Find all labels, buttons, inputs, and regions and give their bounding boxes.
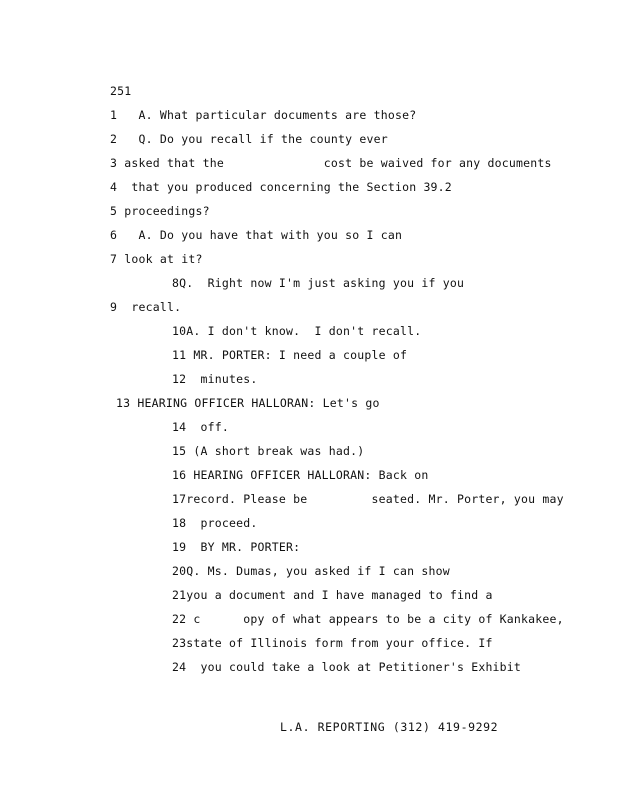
transcript-line: 15 (A short break was had.) [172, 444, 365, 458]
transcript-line: 5 proceedings? [110, 204, 210, 218]
transcript-line: 12 minutes. [172, 372, 258, 386]
transcript-line: 2 Q. Do you recall if the county ever [110, 132, 388, 146]
transcript-line: 17record. Please be seated. Mr. Porter, you may [172, 492, 564, 506]
transcript-line: 13 HEARING OFFICER HALLORAN: Let's go [116, 396, 380, 410]
transcript-line: 3 asked that the cost be waived for any documents [110, 156, 552, 170]
transcript-line: 16 HEARING OFFICER HALLORAN: Back on [172, 468, 429, 482]
page-number: 251 [110, 84, 132, 98]
transcript-line: 14 off. [172, 420, 229, 434]
transcript-line: 6 A. Do you have that with you so I can [110, 228, 403, 242]
transcript-line: 18 proceed. [172, 516, 258, 530]
transcript-line: 19 BY MR. PORTER: [172, 540, 301, 554]
reporter-footer: L.A. REPORTING (312) 419-9292 [280, 720, 499, 734]
transcript-line: 21you a document and I have managed to find a [172, 588, 493, 602]
transcript-line: 7 look at it? [110, 252, 203, 266]
transcript-line: 10A. I don't know. I don't recall. [172, 324, 422, 338]
transcript-line: 22 c opy of what appears to be a city of Kankakee, [172, 612, 564, 626]
transcript-line: 20Q. Ms. Dumas, you asked if I can show [172, 564, 450, 578]
transcript-line: 1 A. What particular documents are those? [110, 108, 417, 122]
transcript-line: 24 you could take a look at Petitioner's Exhibit [172, 660, 522, 674]
transcript-line: 4 that you produced concerning the Section 39.2 [110, 180, 452, 194]
transcript-line: 9 recall. [110, 300, 182, 314]
transcript-line: 23state of Illinois form from your office. If [172, 636, 493, 650]
transcript-line: 11 MR. PORTER: I need a couple of [172, 348, 408, 362]
transcript-line: 8Q. Right now I'm just asking you if you [172, 276, 465, 290]
